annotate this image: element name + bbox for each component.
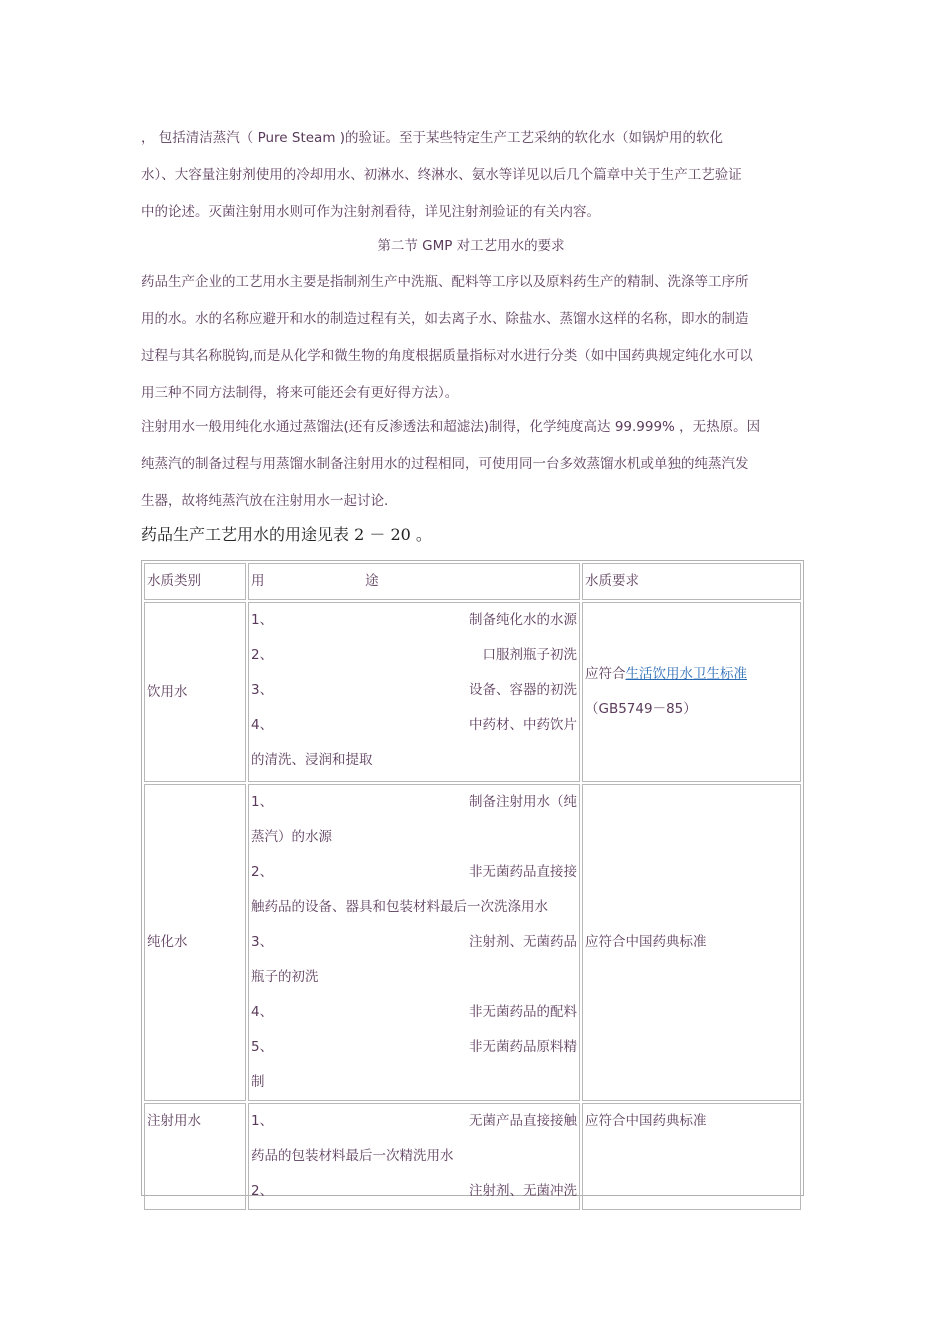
use-item bbox=[251, 638, 577, 673]
row1-type: 饮用水 bbox=[144, 602, 246, 782]
use-item bbox=[251, 1104, 577, 1139]
paragraph-3-line-1: 注射用水一般用纯化水通过蒸馏法(还有反渗透法和超滤法)制得，化学纯度高达 99.999% ，无热原。因 bbox=[141, 419, 761, 435]
table-caption: 药品生产工艺用水的用途见表 2 － 20 。 bbox=[141, 525, 432, 544]
use-text: 注射剂、无菌药品 bbox=[469, 934, 577, 950]
header-type: 水质类别 bbox=[144, 563, 246, 600]
paragraph-3 bbox=[141, 409, 801, 520]
table-header-row bbox=[144, 563, 801, 600]
use-text: 设备、容器的初洗 bbox=[469, 682, 577, 698]
use-continuation: 瓶子的初洗 bbox=[251, 969, 319, 985]
use-text: 中药材、中药饮片 bbox=[469, 717, 577, 733]
paragraph-2-line-2: 用的水。水的名称应避开和水的制造过程有关，如去离子水、除盐水、蒸馏水这样的名称，即水的制造 bbox=[141, 311, 749, 327]
requirement-prefix: 应符合 bbox=[585, 666, 626, 682]
use-item bbox=[251, 1174, 577, 1209]
use-item bbox=[251, 995, 577, 1030]
use-text: 制备注射用水（纯 bbox=[469, 794, 577, 810]
use-continuation: 触药品的设备、器具和包装材料最后一次洗涤用水 bbox=[251, 899, 548, 915]
row2-uses bbox=[248, 784, 580, 1101]
intro-line-3: 中的论述。灭菌注射用水则可作为注射剂看待，详见注射剂验证的有关内容。 bbox=[141, 204, 600, 220]
use-item bbox=[251, 1030, 577, 1065]
water-table bbox=[142, 561, 803, 1212]
paragraph-2-line-3: 过程与其名称脱钩,而是从化学和微生物的角度根据质量指标对水进行分类（如中国药典规定纯化水可以 bbox=[141, 348, 753, 364]
use-num: 2、 bbox=[251, 647, 274, 663]
use-text: 非无菌药品的配料 bbox=[469, 1004, 577, 1020]
drinking-water-standard-link[interactable]: 生活饮用水卫生标准 bbox=[625, 666, 747, 682]
paragraph-2-line-1: 药品生产企业的工艺用水主要是指制剂生产中洗瓶、配料等工序以及原料药生产的精制、洗涤等工序所 bbox=[141, 274, 749, 290]
use-continuation: 制 bbox=[251, 1074, 265, 1090]
use-num: 4、 bbox=[251, 717, 274, 733]
use-continuation: 的清洗、浸润和提取 bbox=[251, 752, 373, 768]
paragraph-2-line-4: 用三种不同方法制得，将来可能还会有更好得方法）。 bbox=[141, 385, 459, 401]
row3-type: 注射用水 bbox=[144, 1103, 246, 1210]
table-row bbox=[144, 784, 801, 1101]
row3-uses bbox=[248, 1103, 580, 1210]
use-num: 4、 bbox=[251, 1004, 274, 1020]
use-item bbox=[251, 855, 577, 890]
use-num: 1、 bbox=[251, 612, 274, 628]
use-item bbox=[251, 925, 577, 960]
use-num: 3、 bbox=[251, 934, 274, 950]
use-num: 5、 bbox=[251, 1039, 274, 1055]
use-continuation: 蒸汽）的水源 bbox=[251, 829, 332, 845]
intro-paragraph bbox=[141, 120, 801, 231]
use-item bbox=[251, 673, 577, 708]
use-num: 1、 bbox=[251, 1113, 274, 1129]
use-num: 3、 bbox=[251, 682, 274, 698]
use-text: 非无菌药品直接接 bbox=[469, 864, 577, 880]
row1-requirement bbox=[582, 602, 801, 782]
row2-type: 纯化水 bbox=[144, 784, 246, 1101]
use-item bbox=[251, 603, 577, 638]
intro-line-2: 水）、大容量注射剂使用的冷却用水、初淋水、终淋水、氨水等详见以后几个篇章中关于生产工艺验证 bbox=[141, 167, 742, 183]
header-use bbox=[248, 563, 580, 600]
table-row bbox=[144, 1103, 801, 1210]
requirement-standard-code: （GB5749－85） bbox=[585, 701, 697, 717]
use-text: 注射剂、无菌冲洗 bbox=[469, 1183, 577, 1199]
row1-uses bbox=[248, 602, 580, 782]
use-item bbox=[251, 708, 577, 743]
use-text: 无菌产品直接接触 bbox=[469, 1113, 577, 1129]
use-text: 口服剂瓶子初洗 bbox=[482, 647, 577, 663]
use-text: 制备纯化水的水源 bbox=[469, 612, 577, 628]
row2-requirement: 应符合中国药典标准 bbox=[582, 784, 801, 1101]
use-continuation: 药品的包装材料最后一次精洗用水 bbox=[251, 1148, 454, 1164]
table-row bbox=[144, 602, 801, 782]
paragraph-3-line-3: 生器，故将纯蒸汽放在注射用水一起讨论. bbox=[141, 493, 389, 509]
use-num: 2、 bbox=[251, 1183, 274, 1199]
paragraph-3-line-2: 纯蒸汽的制备过程与用蒸馏水制备注射用水的过程相同，可使用同一台多效蒸馏水机或单独的纯蒸汽发 bbox=[141, 456, 749, 472]
use-text: 非无菌药品原料精 bbox=[469, 1039, 577, 1055]
use-num: 2、 bbox=[251, 864, 274, 880]
intro-line-1: ， 包括清洁蒸汽（ Pure Steam )的验证。至于某些特定生产工艺采纳的软化水（如锅炉用的软化 bbox=[141, 130, 724, 146]
header-use-right: 途 bbox=[365, 573, 379, 589]
section-heading: 第二节 GMP 对工艺用水的要求 bbox=[377, 238, 565, 254]
use-item bbox=[251, 785, 577, 820]
header-requirement: 水质要求 bbox=[582, 563, 801, 600]
water-usage-table bbox=[141, 560, 804, 1199]
use-num: 1、 bbox=[251, 794, 274, 810]
paragraph-2 bbox=[141, 264, 801, 412]
row3-requirement: 应符合中国药典标准 bbox=[582, 1103, 801, 1210]
header-use-left: 用 bbox=[251, 573, 265, 589]
